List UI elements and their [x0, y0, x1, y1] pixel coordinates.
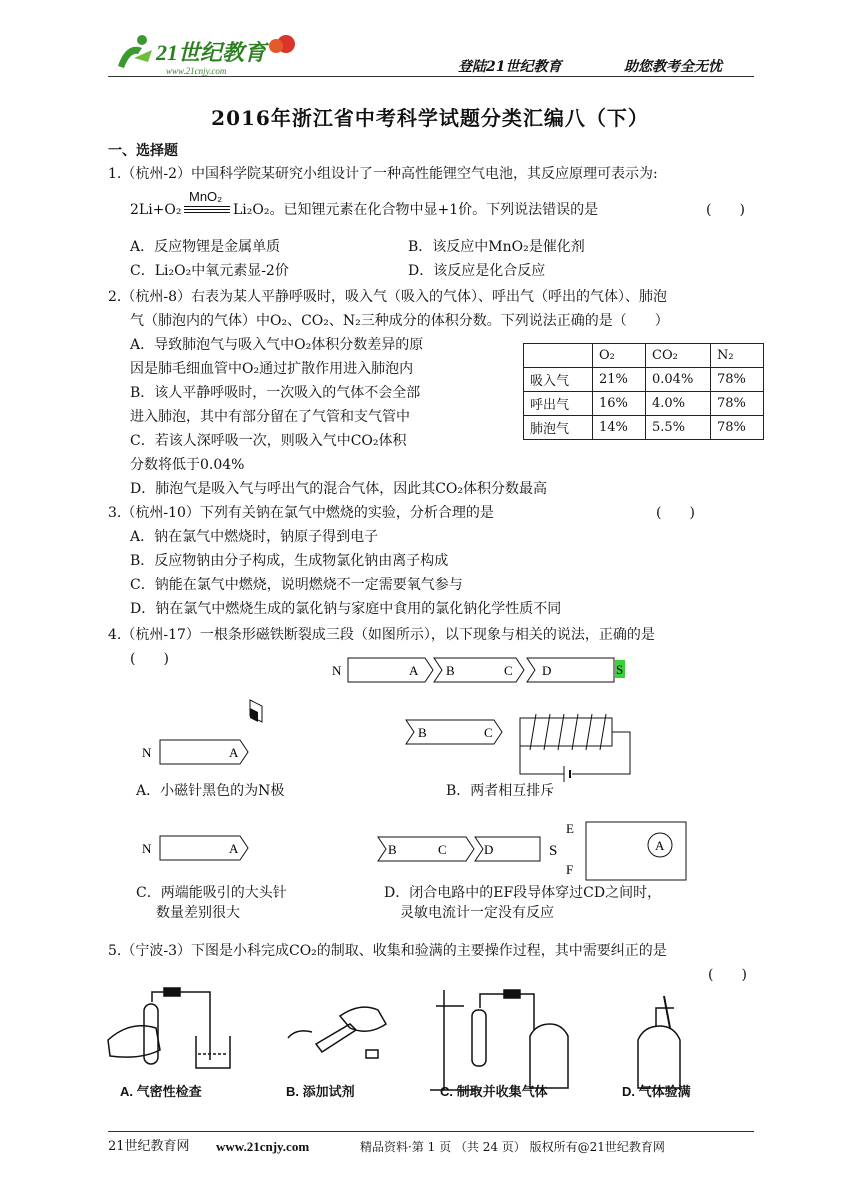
table-row — [524, 392, 764, 416]
q1-answer-paren: ( ) — [706, 202, 745, 218]
table-row — [524, 416, 764, 440]
q2-stem-line1: 2.（杭州-8）右表为某人平静呼吸时，吸入气（吸入的气体）、呼出气（呼出的气体）、肺泡 — [108, 289, 667, 305]
lab-caption-c: C. 制取并收集气体 — [440, 1084, 548, 1099]
q2-option-c-line1[interactable]: C．若该人深呼吸一次，则吸入气中CO₂体积 — [130, 433, 407, 449]
label-d: D — [484, 842, 494, 857]
lab-figure-a — [108, 988, 230, 1068]
table-cell: 21% — [593, 368, 646, 392]
q1-option-a[interactable]: A．反应物锂是金属单质 — [130, 239, 281, 255]
lab-caption-b: B. 添加试剂 — [286, 1084, 355, 1099]
table-cell: 0.04% — [646, 368, 711, 392]
q4-answer-paren: ( ) — [130, 651, 169, 667]
label-a: A — [229, 841, 239, 856]
q4-option-a[interactable]: A．小磁针黑色的为N极 — [136, 783, 285, 799]
table-header-row — [524, 344, 764, 368]
q4-option-c-line1[interactable]: C．两端能吸引的大头针 — [136, 885, 287, 901]
q3-stem: 3.（杭州-10）下列有关钠在氯气中燃烧的实验，分析合理的是 — [108, 505, 494, 521]
site-logo[interactable] — [108, 28, 308, 78]
table-cell: 14% — [593, 416, 646, 440]
footer-info: 精品资料·第 1 页 （共 24 页） 版权所有@21世纪教育网 — [360, 1140, 665, 1154]
footer-divider — [108, 1131, 754, 1132]
table-cell: 78% — [711, 368, 764, 392]
table-row — [524, 368, 764, 392]
q3-answer-paren: ( ) — [656, 505, 695, 521]
broken-magnet-figure — [332, 658, 625, 682]
table-cell: O₂ — [593, 344, 646, 368]
table-cell: CO₂ — [646, 344, 711, 368]
header-divider — [108, 76, 754, 77]
q4-stem: 4.（杭州-17）一根条形磁铁断裂成三段（如图所示），以下现象与相关的说法，正确的是 — [108, 627, 655, 643]
label-a: A — [409, 663, 419, 678]
label-b: B — [446, 663, 455, 678]
q1-eq-right: Li₂O₂。已知锂元素在化合物中显+1价。下列说法错误的是 — [233, 202, 599, 218]
logo-text: 21世纪教育 — [156, 40, 267, 65]
footer-url[interactable]: www.21cnjy.com — [216, 1139, 310, 1154]
q1-option-d[interactable]: D．该反应是化合反应 — [408, 263, 546, 279]
q2-option-a-line1[interactable]: A．导致肺泡气与吸入气中O₂体积分数差异的原 — [130, 337, 424, 353]
logo-url: www.21cnjy.com — [166, 66, 227, 76]
lab-figure-d — [638, 996, 680, 1088]
table-cell — [524, 344, 593, 368]
lab-caption-d: D. 气体验满 — [622, 1084, 691, 1099]
table-cell: 16% — [593, 392, 646, 416]
figure-c — [142, 836, 248, 860]
q1-catalyst: MnO₂ — [189, 189, 223, 204]
q3-option-d[interactable]: D．钠在氯气中燃烧生成的氯化钠与家庭中食用的氯化钠化学性质不同 — [130, 601, 562, 617]
q2-stem-line2: 气（肺泡内的气体）中O₂、CO₂、N₂三种成分的体积分数。下列说法正确的是（ ） — [130, 313, 669, 329]
page-title: 2016年浙江省中考科学试题分类汇编八（下） — [211, 106, 649, 130]
figure-b — [406, 714, 630, 782]
q2-option-b-line1[interactable]: B．该人平静呼吸时，一次吸入的气体不会全部 — [130, 385, 421, 401]
label-b: B — [418, 725, 427, 740]
q1-option-b[interactable]: B．该反应中MnO₂是催化剂 — [408, 239, 585, 255]
q1-stem: 1.（杭州-2）中国科学院某研究小组设计了一种高性能锂空气电池，其反应原理可表示为: — [108, 166, 658, 182]
galvanometer-label: A — [655, 838, 665, 853]
figure-d — [378, 821, 686, 880]
table-cell: 4.0% — [646, 392, 711, 416]
table-cell: 5.5% — [646, 416, 711, 440]
label-c: C — [484, 725, 493, 740]
label-n: N — [142, 841, 152, 856]
q2-option-d[interactable]: D．肺泡气是吸入气与呼出气的混合气体，因此其CO₂体积分数最高 — [130, 481, 548, 497]
q4-option-d-line1[interactable]: D．闭合电路中的EF段导体穿过CD之间时， — [384, 885, 662, 901]
lab-caption-a: A. 气密性检查 — [120, 1084, 202, 1099]
label-c: C — [438, 842, 447, 857]
footer-site: 21世纪教育网 — [108, 1139, 190, 1154]
figure-a — [142, 700, 262, 764]
lab-figure-c — [430, 990, 568, 1090]
table-cell: N₂ — [711, 344, 764, 368]
table-cell: 肺泡气 — [524, 416, 593, 440]
q3-option-c[interactable]: C．钠能在氯气中燃烧，说明燃烧不一定需要氧气参与 — [130, 577, 463, 593]
label-s: S — [549, 843, 558, 859]
q1-option-c[interactable]: C．Li₂O₂中氧元素显-2价 — [130, 263, 289, 279]
label-s: S — [616, 662, 624, 677]
header — [0, 0, 860, 80]
label-d: D — [542, 663, 552, 678]
label-e: E — [566, 821, 574, 836]
table-cell: 78% — [711, 416, 764, 440]
q1-eq-left: 2Li+O₂ — [130, 202, 182, 218]
label-b: B — [388, 842, 397, 857]
q4-option-d-line2: 灵敏电流计一定没有反应 — [400, 905, 554, 921]
label-f: F — [566, 862, 574, 877]
label-a: A — [229, 745, 239, 760]
q4-option-c-line2: 数量差别很大 — [156, 905, 240, 921]
gas-composition-table — [523, 343, 764, 440]
label-n: N — [142, 745, 152, 760]
q3-option-a[interactable]: A．钠在氯气中燃烧时，钠原子得到电子 — [130, 529, 379, 545]
label-c: C — [504, 663, 513, 678]
table-cell: 呼出气 — [524, 392, 593, 416]
q2-option-a-line2: 因是肺毛细血管中O₂通过扩散作用进入肺泡内 — [130, 361, 414, 377]
header-slogan-right: 助您教考全无忧 — [624, 59, 722, 75]
q2-option-c-line2: 分数将低于0.04% — [130, 457, 245, 473]
q5-answer-paren: ( ) — [708, 967, 747, 983]
header-slogan-left: 登陆21世纪教育 — [458, 59, 562, 75]
table-cell: 吸入气 — [524, 368, 593, 392]
label-n: N — [332, 663, 342, 678]
q5-stem: 5.（宁波-3）下图是小科完成CO₂的制取、收集和验满的主要操作过程，其中需要纠正的是 — [108, 943, 667, 959]
q1-reaction-arrow — [184, 188, 230, 216]
section-heading: 一、选择题 — [108, 143, 178, 159]
table-cell: 78% — [711, 392, 764, 416]
lab-figure-b — [288, 1007, 386, 1058]
q2-option-b-line2: 进入肺泡，其中有部分留在了气管和支气管中 — [130, 409, 410, 425]
q3-option-b[interactable]: B．反应物钠由分子构成，生成物氯化钠由离子构成 — [130, 553, 449, 569]
q4-option-b[interactable]: B．两者相互排斥 — [446, 783, 555, 799]
